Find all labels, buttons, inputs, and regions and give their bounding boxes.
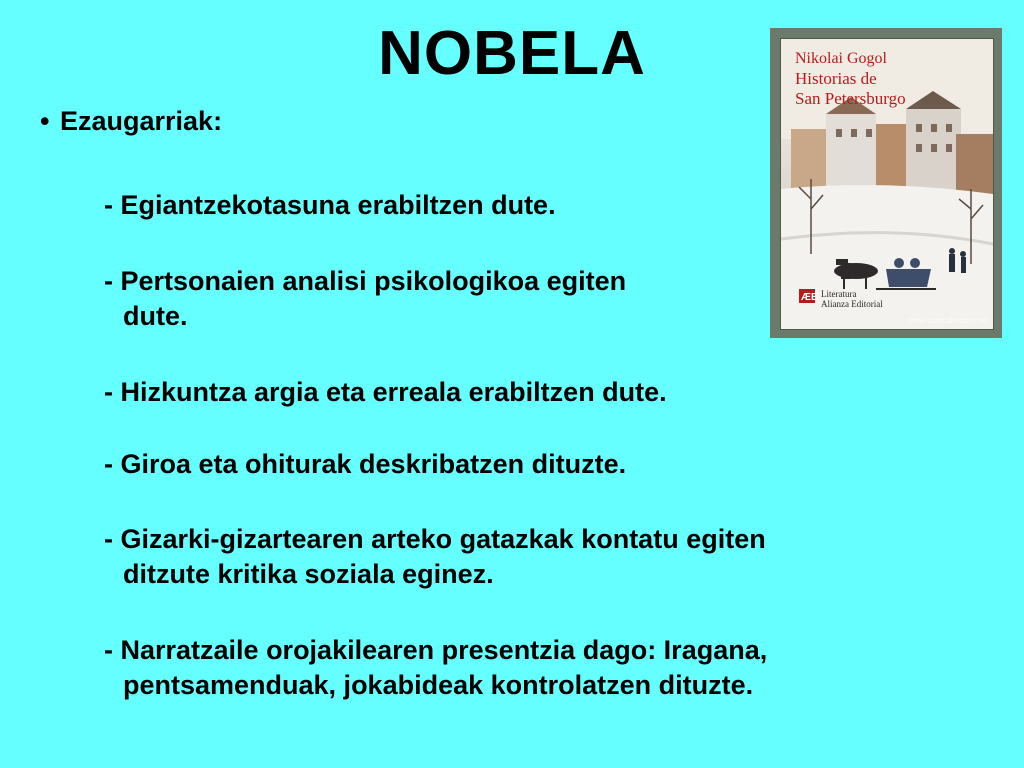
book-publisher: Alianza Editorial	[821, 299, 883, 309]
list-item	[104, 188, 556, 223]
list-item-text: - Egiantzekotasuna erabiltzen dute.	[104, 190, 556, 220]
list-item-text: - Gizarki-gizartearen arteko gatazkak kontatu egiten	[104, 524, 766, 554]
section-heading	[40, 106, 222, 137]
list-item-text: - Hizkuntza argia eta erreala erabiltzen dute.	[104, 377, 667, 407]
list-item	[104, 375, 667, 410]
list-item-text: - Pertsonaien analisi psikologikoa egiten	[104, 266, 627, 296]
list-item-continuation: dute.	[123, 301, 188, 331]
bullet-icon: •	[40, 106, 50, 136]
image-watermark: www.todocoleccion.net	[907, 316, 989, 325]
book-title-line2: San Petersburgo	[795, 89, 906, 108]
book-cover-image	[770, 28, 1002, 338]
section-heading-label: Ezaugarriak:	[60, 106, 223, 136]
list-item-text: - Giroa eta ohiturak deskribatzen dituzte.	[104, 449, 627, 479]
list-item	[104, 264, 626, 334]
slide-title: NOBELA	[378, 19, 646, 88]
book-publisher-block	[821, 289, 883, 309]
list-item	[104, 633, 767, 703]
list-item-continuation: ditzute kritika soziala eginez.	[123, 559, 494, 589]
book-cover-title	[795, 49, 906, 109]
book-series: Literatura	[821, 289, 857, 299]
list-item	[104, 522, 766, 592]
svg-text:ÆE: ÆE	[801, 292, 818, 303]
list-item-text: - Narratzaile orojakilearen presentzia dago: Iragana,	[104, 635, 768, 665]
list-item	[104, 447, 626, 482]
book-author: Nikolai Gogol	[795, 50, 887, 67]
book-title-line1: Historias de	[795, 69, 877, 88]
book-cover	[780, 38, 994, 330]
list-item-continuation: pentsamenduak, jokabideak kontrolatzen dituzte.	[123, 670, 754, 700]
